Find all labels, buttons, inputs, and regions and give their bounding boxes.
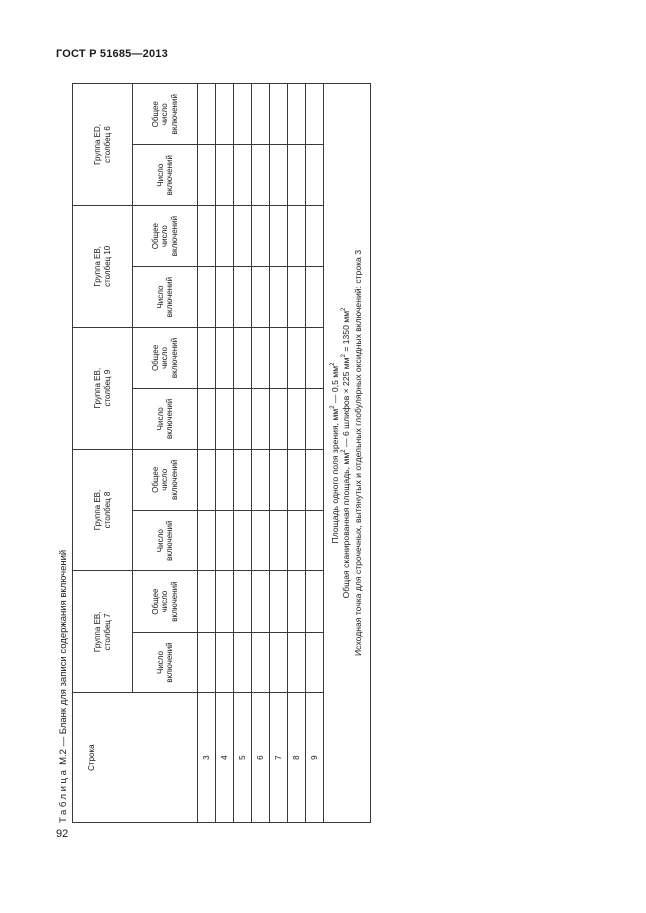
- row-number: 5: [234, 693, 252, 823]
- group-header: Группа ЕВ, столбец 10: [73, 205, 133, 327]
- entry-cell[interactable]: [216, 205, 234, 266]
- entry-cell[interactable]: [288, 510, 306, 570]
- row-number: 7: [270, 693, 288, 823]
- table-row: [270, 84, 288, 823]
- entry-cell[interactable]: [252, 145, 270, 205]
- entry-cell[interactable]: [306, 389, 324, 449]
- entry-cell[interactable]: [216, 267, 234, 327]
- entry-cell[interactable]: [252, 327, 270, 388]
- entry-cell[interactable]: [288, 571, 306, 632]
- entry-cell[interactable]: [234, 145, 252, 205]
- entry-cell[interactable]: [198, 449, 216, 510]
- inclusion-record-table: [72, 83, 371, 823]
- entry-cell[interactable]: [234, 632, 252, 692]
- table-caption-label: Таблица: [58, 767, 69, 823]
- entry-cell[interactable]: [252, 632, 270, 692]
- entry-cell[interactable]: [198, 267, 216, 327]
- entry-cell[interactable]: [198, 327, 216, 388]
- row-number: 3: [198, 693, 216, 823]
- entry-cell[interactable]: [216, 389, 234, 449]
- footer-start-point: Исходная точка для строчечных, вытянутых и отдельных глобулярных оксидных включений: строка 3: [352, 249, 363, 657]
- count-subheader: Число включений: [133, 267, 198, 327]
- entry-cell[interactable]: [306, 84, 324, 145]
- entry-cell[interactable]: [270, 205, 288, 266]
- entry-cell[interactable]: [288, 449, 306, 510]
- entry-cell[interactable]: [198, 84, 216, 145]
- count-subheader: Число включений: [133, 389, 198, 449]
- entry-cell[interactable]: [306, 145, 324, 205]
- table-row: [216, 84, 234, 823]
- entry-cell[interactable]: [216, 510, 234, 570]
- entry-cell[interactable]: [234, 327, 252, 388]
- entry-cell[interactable]: [216, 449, 234, 510]
- entry-cell[interactable]: [198, 389, 216, 449]
- entry-cell[interactable]: [234, 389, 252, 449]
- entry-cell[interactable]: [234, 84, 252, 145]
- entry-cell[interactable]: [270, 510, 288, 570]
- entry-cell[interactable]: [270, 632, 288, 692]
- table-row: [252, 84, 270, 823]
- entry-cell[interactable]: [216, 327, 234, 388]
- entry-cell[interactable]: [216, 632, 234, 692]
- footer-field-area: Площадь одного поля зрения, $мм^2$ — 0,5 $мм^2$: [329, 362, 340, 544]
- entry-cell[interactable]: [306, 632, 324, 692]
- entry-cell[interactable]: [234, 267, 252, 327]
- entry-cell[interactable]: [198, 632, 216, 692]
- total-subheader: Общее число включений: [133, 571, 198, 632]
- entry-cell[interactable]: [306, 510, 324, 570]
- table-row: [306, 84, 324, 823]
- entry-cell[interactable]: [252, 389, 270, 449]
- table-footer: [324, 84, 371, 823]
- total-subheader: Общее число включений: [133, 327, 198, 388]
- entry-cell[interactable]: [198, 145, 216, 205]
- entry-cell[interactable]: [198, 205, 216, 266]
- total-subheader: Общее число включений: [133, 84, 198, 145]
- entry-cell[interactable]: [306, 327, 324, 388]
- table-row: [198, 84, 216, 823]
- total-subheader: Общее число включений: [133, 205, 198, 266]
- total-subheader: Общее число включений: [133, 449, 198, 510]
- entry-cell[interactable]: [288, 267, 306, 327]
- entry-cell[interactable]: [288, 327, 306, 388]
- footer-scanned-area: Общая сканированная площадь, $мм^2$ — 6 шлифов × 225 $мм^2 = 1350$ $мм^2$: [341, 307, 352, 599]
- entry-cell[interactable]: [270, 84, 288, 145]
- entry-cell[interactable]: [234, 510, 252, 570]
- row-number: 9: [306, 693, 324, 823]
- entry-cell[interactable]: [252, 267, 270, 327]
- entry-cell[interactable]: [234, 571, 252, 632]
- entry-cell[interactable]: [288, 389, 306, 449]
- count-subheader: Число включений: [133, 510, 198, 570]
- entry-cell[interactable]: [270, 267, 288, 327]
- entry-cell[interactable]: [198, 571, 216, 632]
- entry-cell[interactable]: [252, 205, 270, 266]
- row-number: 6: [252, 693, 270, 823]
- entry-cell[interactable]: [270, 327, 288, 388]
- table-row: [288, 84, 306, 823]
- row-number: 8: [288, 693, 306, 823]
- table-caption-text: М.2 — Бланк для записи содержания включений: [58, 549, 69, 765]
- group-header: Группа ED, столбец 6: [73, 84, 133, 206]
- entry-cell[interactable]: [306, 205, 324, 266]
- group-header: Группа ЕВ, столбец 7: [73, 571, 133, 693]
- group-header: Группа ЕВ, столбец 9: [73, 327, 133, 449]
- table-caption: [58, 550, 72, 823]
- entry-cell[interactable]: [252, 510, 270, 570]
- page-number: 92: [56, 828, 69, 840]
- entry-cell[interactable]: [216, 571, 234, 632]
- entry-cell[interactable]: [288, 632, 306, 692]
- rotated-table-area: [58, 83, 646, 823]
- row-number: 4: [216, 693, 234, 823]
- entry-cell[interactable]: [306, 267, 324, 327]
- entry-cell[interactable]: [288, 205, 306, 266]
- entry-cell[interactable]: [270, 145, 288, 205]
- row-header: Строка: [73, 693, 198, 823]
- entry-cell[interactable]: [288, 145, 306, 205]
- entry-cell[interactable]: [216, 145, 234, 205]
- entry-cell[interactable]: [234, 449, 252, 510]
- entry-cell[interactable]: [306, 449, 324, 510]
- entry-cell[interactable]: [270, 389, 288, 449]
- entry-cell[interactable]: [252, 84, 270, 145]
- table-row: [234, 84, 252, 823]
- entry-cell[interactable]: [198, 510, 216, 570]
- group-header: Группа ЕВ, столбец 8: [73, 449, 133, 571]
- entry-cell[interactable]: [252, 571, 270, 632]
- count-subheader: Число включений: [133, 145, 198, 205]
- entry-cell[interactable]: [270, 571, 288, 632]
- entry-cell[interactable]: [288, 84, 306, 145]
- entry-cell[interactable]: [216, 84, 234, 145]
- entry-cell[interactable]: [270, 449, 288, 510]
- entry-cell[interactable]: [306, 571, 324, 632]
- entry-cell[interactable]: [234, 205, 252, 266]
- entry-cell[interactable]: [252, 449, 270, 510]
- document-header: ГОСТ Р 51685—2013: [56, 48, 168, 60]
- count-subheader: Число включений: [133, 632, 198, 692]
